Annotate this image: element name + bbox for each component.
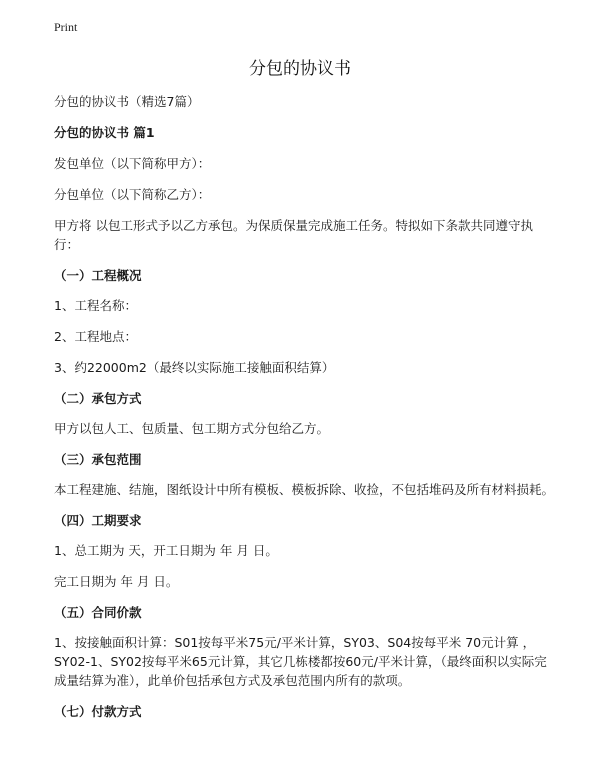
paragraph: 3、约22000m2（最终以实际施工接触面积结算） — [54, 360, 335, 375]
print-label: Print — [54, 20, 78, 34]
paragraph: 本工程建施、结施，图纸设计中所有模板、模板拆除、收捡，不包括堆码及所有材料损耗。 — [54, 482, 555, 497]
paragraph: 1、工程名称： — [54, 298, 137, 313]
document-title: 分包的协议书 — [249, 59, 351, 79]
doc-subtitle: 分包的协议书（精选7篇） — [54, 94, 200, 109]
paragraph: 发包单位（以下简称甲方）： — [54, 156, 211, 171]
paragraph: 完工日期为 年 月 日。 — [54, 574, 179, 589]
paragraph: 甲方以包人工、包质量、包工期方式分包给乙方。 — [54, 421, 330, 436]
section-heading: （四）工期要求 — [54, 513, 142, 528]
paragraph: 1、按接触面积计算：S01按每平米75元/平米计算，SY03、S04按每平米 70元计算 ， SY02-1、SY02按每平米65元计算，其它几栋楼都按60元/平米计算，（最终面积以实际完成量结算为准），此单价包括承包方式及承包范围内所有的款项。 — [54, 635, 547, 688]
paragraph: 2、工程地点： — [54, 329, 137, 344]
section-heading: （二）承包方式 — [54, 391, 142, 406]
paragraph: 分包单位（以下简称乙方）： — [54, 187, 211, 202]
paragraph: 甲方将 以包工形式予以乙方承包。为保质保量完成施工任务。特拟如下条款共同遵守执行： — [54, 218, 533, 252]
section-heading: （三）承包范围 — [54, 452, 142, 467]
section-heading: （五）合同价款 — [54, 605, 142, 620]
section-heading: （一）工程概况 — [54, 268, 142, 283]
paragraph: 1、总工期为 天，开工日期为 年 月 日。 — [54, 543, 278, 558]
section-heading: 分包的协议书 篇1 — [54, 125, 155, 140]
section-heading: （七）付款方式 — [54, 704, 142, 719]
document-body — [54, 92, 554, 733]
